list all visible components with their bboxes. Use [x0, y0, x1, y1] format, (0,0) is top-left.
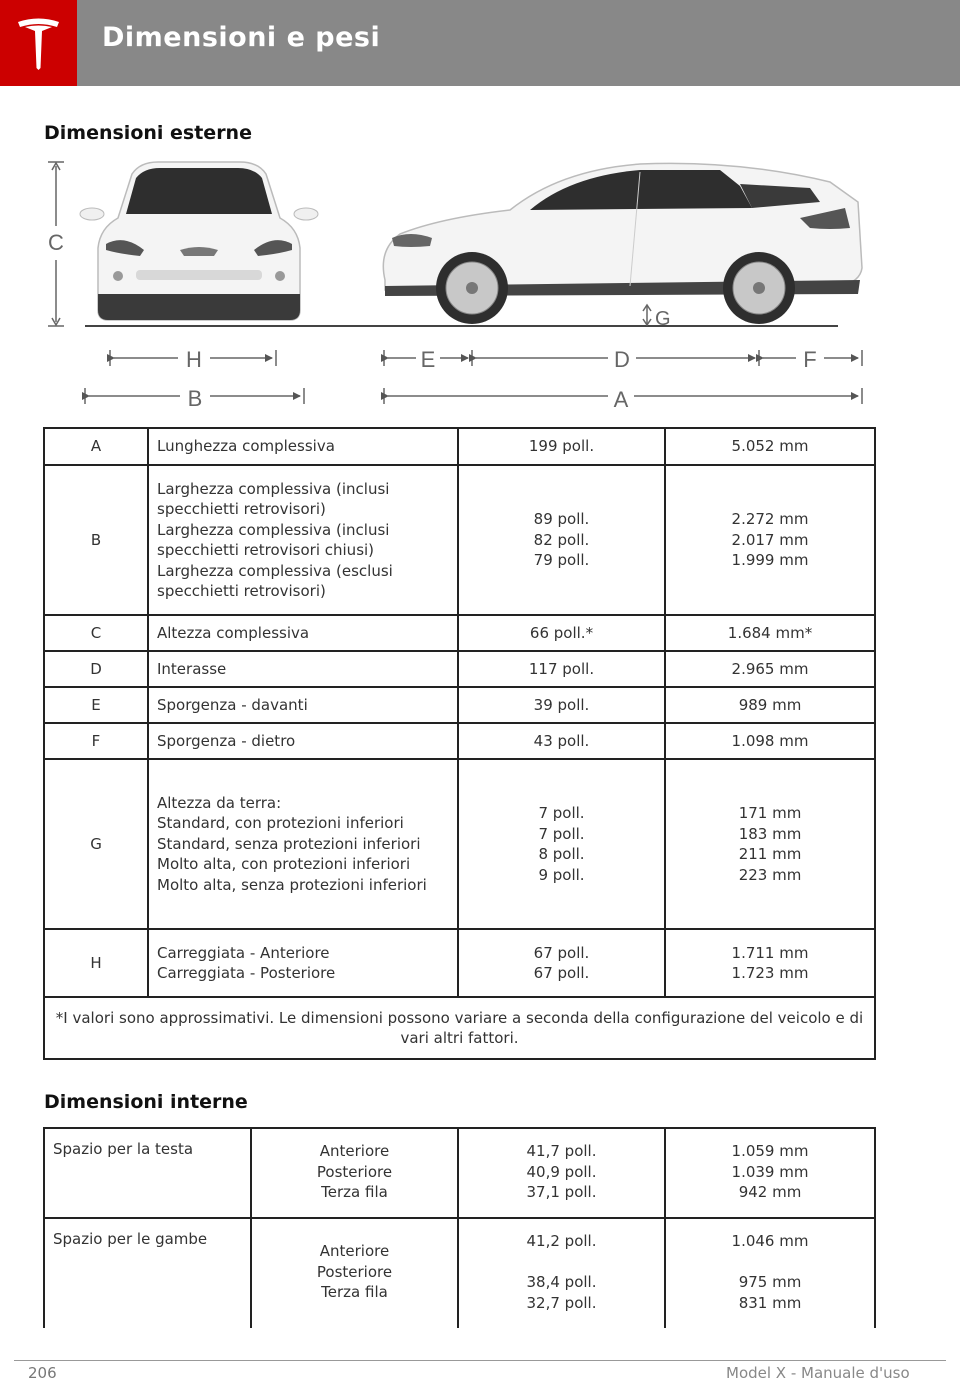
row-positions: Anteriore Posteriore Terza fila [251, 1128, 458, 1218]
label-g: G [655, 308, 671, 330]
row-inches: 41,7 poll. 40,9 poll. 37,1 poll. [458, 1128, 665, 1218]
row-description: Lunghezza complessiva [148, 428, 458, 465]
row-mm: 5.052 mm [665, 428, 875, 465]
row-letter: B [44, 465, 148, 615]
row-description: Carreggiata - Anteriore Carreggiata - Posteriore [148, 929, 458, 997]
row-description: Altezza da terra: Standard, con protezioni inferiori Standard, senza protezioni inferiori Molto alta, con protezioni inferiori Molto alta, senza protezioni inferiori [148, 759, 458, 929]
label-h: H [186, 347, 202, 372]
label-d: D [614, 347, 630, 372]
row-label: Spazio per le gambe [44, 1218, 251, 1328]
page-title: Dimensioni e pesi [102, 22, 381, 53]
row-description: Interasse [148, 651, 458, 687]
row-mm: 171 mm 183 mm 211 mm 223 mm [665, 759, 875, 929]
row-inches: 89 poll. 82 poll. 79 poll. [458, 465, 665, 615]
table-row [44, 687, 875, 723]
page-header [0, 0, 960, 86]
row-label: Spazio per la testa [44, 1128, 251, 1218]
row-mm: 1.059 mm 1.039 mm 942 mm [665, 1128, 875, 1218]
interior-dimensions-table [43, 1127, 876, 1328]
row-mm: 1.711 mm 1.723 mm [665, 929, 875, 997]
vehicle-dimension-diagram [40, 158, 880, 414]
row-letter: C [44, 615, 148, 651]
label-e: E [420, 347, 436, 372]
dimension-g [643, 305, 651, 325]
row-mm: 1.684 mm* [665, 615, 875, 651]
car-diagram [40, 158, 880, 414]
row-inches: 117 poll. [458, 651, 665, 687]
row-inches: 7 poll. 7 poll. 8 poll. 9 poll. [458, 759, 665, 929]
tesla-logo [0, 0, 77, 86]
row-mm: 2.965 mm [665, 651, 875, 687]
row-description: Sporgenza - dietro [148, 723, 458, 759]
exterior-dimensions-table [43, 427, 876, 1060]
row-positions: Anteriore Posteriore Terza fila [251, 1218, 458, 1328]
row-letter: H [44, 929, 148, 997]
row-description: Larghezza complessiva (inclusi specchietti retrovisori) Larghezza complessiva (inclusi specchietti retrovisori chiusi) Larghezza complessiva (esclusi specchietti retrovisori) [148, 465, 458, 615]
row-inches: 41,2 poll. 38,4 poll. 32,7 poll. [458, 1218, 665, 1328]
table-row [44, 465, 875, 615]
table-row [44, 929, 875, 997]
car-side-view [383, 163, 862, 324]
car-front-view [80, 162, 318, 320]
table-row [44, 1218, 875, 1328]
row-letter: E [44, 687, 148, 723]
row-description: Sporgenza - davanti [148, 687, 458, 723]
row-mm: 1.098 mm [665, 723, 875, 759]
row-letter: F [44, 723, 148, 759]
table-row [44, 651, 875, 687]
table-note-row [44, 997, 875, 1059]
row-letter: G [44, 759, 148, 929]
row-inches: 43 poll. [458, 723, 665, 759]
exterior-section-title: Dimensioni esterne [44, 122, 252, 144]
footer-divider [14, 1360, 946, 1361]
label-a: A [613, 387, 629, 412]
label-b: B [187, 386, 203, 411]
row-letter: A [44, 428, 148, 465]
tesla-logo-icon [16, 16, 61, 70]
table-row [44, 759, 875, 929]
table-row [44, 723, 875, 759]
table-footnote: *I valori sono approssimativi. Le dimensioni possono variare a seconda della configurazione del veicolo e di vari altri fattori. [44, 997, 875, 1059]
label-c: C [48, 230, 64, 255]
row-inches: 199 poll. [458, 428, 665, 465]
row-mm: 2.272 mm 2.017 mm 1.999 mm [665, 465, 875, 615]
row-letter: D [44, 651, 148, 687]
footer-doc-title: Model X - Manuale d'uso [726, 1364, 910, 1382]
label-f: F [803, 347, 817, 372]
row-inches: 66 poll.* [458, 615, 665, 651]
row-mm: 989 mm [665, 687, 875, 723]
row-description: Altezza complessiva [148, 615, 458, 651]
row-inches: 67 poll. 67 poll. [458, 929, 665, 997]
table-row [44, 1128, 875, 1218]
interior-section-title: Dimensioni interne [44, 1091, 248, 1113]
page-number: 206 [28, 1364, 57, 1382]
table-row [44, 428, 875, 465]
row-mm: 1.046 mm 975 mm 831 mm [665, 1218, 875, 1328]
table-row [44, 615, 875, 651]
row-inches: 39 poll. [458, 687, 665, 723]
